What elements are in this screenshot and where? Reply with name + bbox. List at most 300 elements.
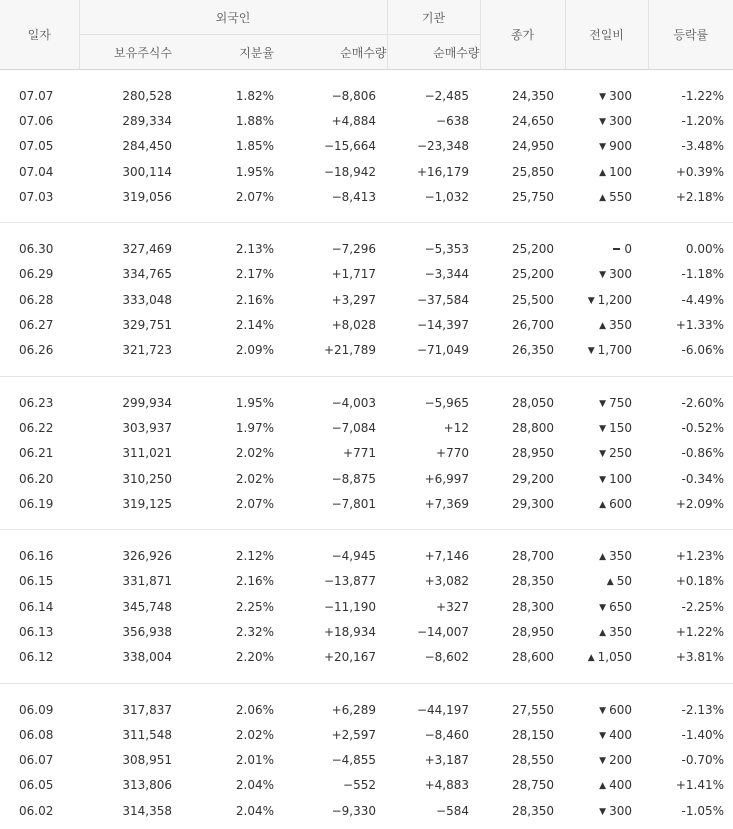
date-cell: 06.09 xyxy=(19,702,54,717)
foreign-net-cell: −552 xyxy=(343,778,376,793)
share-ratio-cell: 2.04% xyxy=(235,803,274,818)
triangle-down-icon: ▼ xyxy=(599,474,607,485)
date-cell: 06.29 xyxy=(19,267,54,282)
header-close: 종가 xyxy=(480,0,565,70)
inst-net-cell: +4,883 xyxy=(424,778,469,793)
change-cell xyxy=(565,697,648,722)
inst-net-cell: −8,602 xyxy=(424,650,469,665)
triangle-down-icon: ▼ xyxy=(599,270,607,281)
table-row xyxy=(0,312,733,337)
change-value: 400 xyxy=(609,727,632,742)
close-price-cell: 25,500 xyxy=(512,292,554,307)
holdings-cell: 311,548 xyxy=(122,727,172,742)
foreign-net-cell: −9,330 xyxy=(331,803,376,818)
rate-cell: -4.49% xyxy=(681,292,724,307)
inst-net-cell: −14,397 xyxy=(416,318,469,333)
close-price-cell: 27,550 xyxy=(512,702,554,717)
change-cell xyxy=(565,338,648,363)
change-cell xyxy=(565,773,648,798)
foreign-net-cell: −4,003 xyxy=(331,395,376,410)
table-row xyxy=(0,697,733,722)
holdings-cell: 329,751 xyxy=(122,318,172,333)
change-value: 350 xyxy=(609,624,632,639)
rate-cell: 0.00% xyxy=(685,242,724,257)
holdings-cell: 303,937 xyxy=(122,420,172,435)
table-row xyxy=(0,619,733,644)
foreign-net-cell: +21,789 xyxy=(323,343,376,358)
change-cell xyxy=(565,134,648,159)
holdings-cell: 319,056 xyxy=(122,189,172,204)
change-value: 150 xyxy=(609,420,632,435)
close-price-cell: 26,700 xyxy=(512,318,554,333)
foreign-net-cell: −11,190 xyxy=(323,599,376,614)
share-ratio-cell: 2.02% xyxy=(235,471,274,486)
group-spacer xyxy=(0,530,733,544)
header-change: 전일비 xyxy=(565,0,648,70)
change-value: 650 xyxy=(609,599,632,614)
inst-net-cell: +3,082 xyxy=(424,574,469,589)
foreign-net-cell: −4,855 xyxy=(331,753,376,768)
triangle-up-icon: ▲ xyxy=(599,192,607,203)
triangle-down-icon: ▼ xyxy=(599,756,607,767)
close-price-cell: 24,650 xyxy=(512,113,554,128)
foreign-net-cell: −15,664 xyxy=(323,139,376,154)
close-price-cell: 28,050 xyxy=(512,395,554,410)
date-cell: 06.19 xyxy=(19,496,54,511)
rate-cell: -0.70% xyxy=(681,753,724,768)
date-cell: 06.22 xyxy=(19,420,54,435)
foreign-net-cell: +2,597 xyxy=(331,727,376,742)
rate-cell: -2.25% xyxy=(681,599,724,614)
change-value: 50 xyxy=(616,574,632,589)
header-inst-net: 순매수량 xyxy=(387,35,480,70)
holdings-cell: 338,004 xyxy=(122,650,172,665)
table-row xyxy=(0,287,733,312)
triangle-up-icon: ▲ xyxy=(606,577,614,588)
inst-net-cell: −14,007 xyxy=(416,624,469,639)
date-cell: 06.07 xyxy=(19,753,54,768)
header-date: 일자 xyxy=(0,0,79,70)
inst-net-cell: −23,348 xyxy=(416,139,469,154)
close-price-cell: 24,350 xyxy=(512,88,554,103)
table-row xyxy=(0,108,733,133)
rate-cell: -1.20% xyxy=(681,113,724,128)
table-row xyxy=(0,491,733,516)
holdings-cell: 280,528 xyxy=(122,88,172,103)
change-value: 400 xyxy=(609,778,632,793)
foreign-net-cell: −8,413 xyxy=(331,189,376,204)
triangle-down-icon: ▼ xyxy=(599,730,607,741)
inst-net-cell: −5,965 xyxy=(424,395,469,410)
holdings-cell: 317,837 xyxy=(122,702,172,717)
change-cell xyxy=(565,236,648,261)
triangle-up-icon: ▲ xyxy=(599,499,607,510)
spacer-cell xyxy=(0,223,733,237)
share-ratio-cell: 2.17% xyxy=(235,267,274,282)
share-ratio-cell: 2.07% xyxy=(235,496,274,511)
foreign-net-cell: +20,167 xyxy=(323,650,376,665)
dash-icon xyxy=(613,248,620,250)
header-institution: 기관 xyxy=(387,0,480,35)
rate-cell: -0.86% xyxy=(681,446,724,461)
inst-net-cell: +327 xyxy=(436,599,469,614)
share-ratio-cell: 2.06% xyxy=(235,702,274,717)
change-cell xyxy=(565,312,648,337)
triangle-up-icon: ▲ xyxy=(587,653,595,664)
inst-net-cell: −2,485 xyxy=(424,88,469,103)
change-cell xyxy=(565,287,648,312)
table-row xyxy=(0,390,733,415)
table-row xyxy=(0,159,733,184)
table-row xyxy=(0,134,733,159)
group-spacer xyxy=(0,223,733,237)
change-value: 200 xyxy=(609,753,632,768)
share-ratio-cell: 2.32% xyxy=(235,624,274,639)
rate-cell: -3.48% xyxy=(681,139,724,154)
date-cell: 06.26 xyxy=(19,343,54,358)
inst-net-cell: +7,146 xyxy=(424,549,469,564)
table-row xyxy=(0,466,733,491)
date-cell: 07.03 xyxy=(19,189,54,204)
spacer-cell xyxy=(0,376,733,390)
header-foreign-net: 순매수량 xyxy=(274,35,387,70)
inst-net-cell: −44,197 xyxy=(416,702,469,717)
spacer-cell xyxy=(0,70,733,84)
table-row xyxy=(0,262,733,287)
change-cell xyxy=(565,108,648,133)
date-cell: 06.05 xyxy=(19,778,54,793)
holdings-cell: 299,934 xyxy=(122,395,172,410)
table-row xyxy=(0,415,733,440)
change-cell xyxy=(565,415,648,440)
foreign-net-cell: −7,084 xyxy=(331,420,376,435)
rate-cell: -1.22% xyxy=(681,88,724,103)
date-cell: 06.27 xyxy=(19,318,54,333)
share-ratio-cell: 2.04% xyxy=(235,778,274,793)
triangle-down-icon: ▼ xyxy=(599,806,607,817)
inst-net-cell: −37,584 xyxy=(416,292,469,307)
rate-cell: +1.33% xyxy=(675,318,724,333)
change-cell xyxy=(565,159,648,184)
triangle-up-icon: ▲ xyxy=(599,167,607,178)
triangle-down-icon: ▼ xyxy=(599,398,607,409)
close-price-cell: 29,200 xyxy=(512,471,554,486)
rate-cell: -6.06% xyxy=(681,343,724,358)
close-price-cell: 29,300 xyxy=(512,496,554,511)
date-cell: 06.30 xyxy=(19,242,54,257)
table-header xyxy=(0,0,733,70)
table-row xyxy=(0,236,733,261)
triangle-up-icon: ▲ xyxy=(599,627,607,638)
table-body xyxy=(0,70,733,824)
foreign-net-cell: −18,942 xyxy=(323,164,376,179)
change-value: 350 xyxy=(609,549,632,564)
foreign-net-cell: −7,801 xyxy=(331,496,376,511)
share-ratio-cell: 1.95% xyxy=(235,395,274,410)
change-cell xyxy=(565,748,648,773)
table-row xyxy=(0,722,733,747)
table-row xyxy=(0,645,733,670)
foreign-net-cell: +18,934 xyxy=(323,624,376,639)
close-price-cell: 28,300 xyxy=(512,599,554,614)
share-ratio-cell: 1.88% xyxy=(235,113,274,128)
triangle-down-icon: ▼ xyxy=(599,423,607,434)
share-ratio-cell: 2.02% xyxy=(235,446,274,461)
holdings-cell: 284,450 xyxy=(122,139,172,154)
group-spacer xyxy=(0,516,733,530)
holdings-cell: 310,250 xyxy=(122,471,172,486)
triangle-down-icon: ▼ xyxy=(599,91,607,102)
close-price-cell: 28,950 xyxy=(512,624,554,639)
date-cell: 06.20 xyxy=(19,471,54,486)
foreign-net-cell: +3,297 xyxy=(331,292,376,307)
inst-net-cell: −71,049 xyxy=(416,343,469,358)
group-spacer xyxy=(0,376,733,390)
holdings-cell: 334,765 xyxy=(122,267,172,282)
rate-cell: +1.23% xyxy=(675,549,724,564)
rate-cell: -2.60% xyxy=(681,395,724,410)
foreign-net-cell: +6,289 xyxy=(331,702,376,717)
rate-cell: -1.40% xyxy=(681,727,724,742)
rate-cell: -2.13% xyxy=(681,702,724,717)
share-ratio-cell: 2.01% xyxy=(235,753,274,768)
change-value: 550 xyxy=(609,189,632,204)
close-price-cell: 28,350 xyxy=(512,574,554,589)
triangle-up-icon: ▲ xyxy=(599,321,607,332)
triangle-down-icon: ▼ xyxy=(599,602,607,613)
holdings-cell: 289,334 xyxy=(122,113,172,128)
inst-net-cell: +6,997 xyxy=(424,471,469,486)
table-row xyxy=(0,773,733,798)
change-cell xyxy=(565,569,648,594)
change-cell xyxy=(565,543,648,568)
foreign-net-cell: −7,296 xyxy=(331,242,376,257)
header-rate: 등락률 xyxy=(648,0,733,70)
close-price-cell: 26,350 xyxy=(512,343,554,358)
share-ratio-cell: 2.14% xyxy=(235,318,274,333)
spacer-cell xyxy=(0,209,733,223)
triangle-down-icon: ▼ xyxy=(599,116,607,127)
change-value: 100 xyxy=(609,164,632,179)
share-ratio-cell: 2.16% xyxy=(235,574,274,589)
date-cell: 06.02 xyxy=(19,803,54,818)
share-ratio-cell: 2.02% xyxy=(235,727,274,742)
holdings-cell: 313,806 xyxy=(122,778,172,793)
close-price-cell: 28,750 xyxy=(512,778,554,793)
table-row xyxy=(0,798,733,823)
table-row xyxy=(0,441,733,466)
change-cell xyxy=(565,619,648,644)
holdings-cell: 333,048 xyxy=(122,292,172,307)
share-ratio-cell: 2.13% xyxy=(235,242,274,257)
table-row xyxy=(0,184,733,209)
close-price-cell: 25,200 xyxy=(512,242,554,257)
change-cell xyxy=(565,466,648,491)
header-foreign: 외국인 xyxy=(79,0,387,35)
share-ratio-cell: 1.97% xyxy=(235,420,274,435)
change-cell xyxy=(565,390,648,415)
group-spacer xyxy=(0,209,733,223)
rate-cell: +0.39% xyxy=(675,164,724,179)
foreign-net-cell: −4,945 xyxy=(331,549,376,564)
share-ratio-cell: 2.16% xyxy=(235,292,274,307)
spacer-cell xyxy=(0,670,733,684)
rate-cell: -1.18% xyxy=(681,267,724,282)
close-price-cell: 28,550 xyxy=(512,753,554,768)
date-cell: 07.06 xyxy=(19,113,54,128)
change-cell xyxy=(565,722,648,747)
date-cell: 06.12 xyxy=(19,650,54,665)
group-spacer xyxy=(0,70,733,84)
close-price-cell: 28,700 xyxy=(512,549,554,564)
holdings-cell: 321,723 xyxy=(122,343,172,358)
change-value: 100 xyxy=(609,471,632,486)
header-holdings: 보유주식수 xyxy=(79,35,172,70)
rate-cell: +1.41% xyxy=(675,778,724,793)
rate-cell: +0.18% xyxy=(675,574,724,589)
spacer-cell xyxy=(0,683,733,697)
table-row xyxy=(0,83,733,108)
change-value: 300 xyxy=(609,803,632,818)
rate-cell: +2.09% xyxy=(675,496,724,511)
change-cell xyxy=(565,83,648,108)
close-price-cell: 25,750 xyxy=(512,189,554,204)
inst-net-cell: −1,032 xyxy=(424,189,469,204)
date-cell: 06.28 xyxy=(19,292,54,307)
change-value: 300 xyxy=(609,267,632,282)
foreign-net-cell: +8,028 xyxy=(331,318,376,333)
change-value: 1,700 xyxy=(597,343,632,358)
close-price-cell: 25,850 xyxy=(512,164,554,179)
change-value: 300 xyxy=(609,88,632,103)
inst-net-cell: −5,353 xyxy=(424,242,469,257)
holdings-cell: 356,938 xyxy=(122,624,172,639)
rate-cell: -0.52% xyxy=(681,420,724,435)
group-spacer xyxy=(0,363,733,377)
group-spacer xyxy=(0,670,733,684)
foreign-net-cell: +4,884 xyxy=(331,113,376,128)
inst-net-cell: +3,187 xyxy=(424,753,469,768)
group-spacer xyxy=(0,683,733,697)
change-cell xyxy=(565,491,648,516)
share-ratio-cell: 2.20% xyxy=(235,650,274,665)
inst-net-cell: −584 xyxy=(436,803,469,818)
change-cell xyxy=(565,645,648,670)
rate-cell: +3.81% xyxy=(675,650,724,665)
share-ratio-cell: 1.95% xyxy=(235,164,274,179)
change-cell xyxy=(565,262,648,287)
holdings-cell: 326,926 xyxy=(122,549,172,564)
table-row xyxy=(0,569,733,594)
change-cell xyxy=(565,798,648,823)
table-row xyxy=(0,594,733,619)
inst-net-cell: −638 xyxy=(436,113,469,128)
rate-cell: +1.22% xyxy=(675,624,724,639)
change-value: 350 xyxy=(609,318,632,333)
foreign-net-cell: +1,717 xyxy=(331,267,376,282)
change-value: 900 xyxy=(609,139,632,154)
share-ratio-cell: 2.12% xyxy=(235,549,274,564)
foreign-net-cell: −8,875 xyxy=(331,471,376,486)
holdings-cell: 331,871 xyxy=(122,574,172,589)
change-value: 1,050 xyxy=(597,650,632,665)
inst-net-cell: +16,179 xyxy=(416,164,469,179)
holdings-cell: 308,951 xyxy=(122,753,172,768)
holdings-cell: 311,021 xyxy=(122,446,172,461)
share-ratio-cell: 1.85% xyxy=(235,139,274,154)
triangle-down-icon: ▼ xyxy=(599,142,607,153)
triangle-down-icon: ▼ xyxy=(599,705,607,716)
change-value: 300 xyxy=(609,113,632,128)
triangle-down-icon: ▼ xyxy=(599,449,607,460)
date-cell: 07.05 xyxy=(19,139,54,154)
close-price-cell: 24,950 xyxy=(512,139,554,154)
foreign-net-cell: +771 xyxy=(343,446,376,461)
share-ratio-cell: 2.07% xyxy=(235,189,274,204)
close-price-cell: 28,350 xyxy=(512,803,554,818)
inst-net-cell: +7,369 xyxy=(424,496,469,511)
change-value: 1,200 xyxy=(597,292,632,307)
date-cell: 06.14 xyxy=(19,599,54,614)
spacer-cell xyxy=(0,530,733,544)
holdings-cell: 327,469 xyxy=(122,242,172,257)
share-ratio-cell: 2.25% xyxy=(235,599,274,614)
close-price-cell: 28,600 xyxy=(512,650,554,665)
share-ratio-cell: 1.82% xyxy=(235,88,274,103)
close-price-cell: 28,800 xyxy=(512,420,554,435)
triangle-up-icon: ▲ xyxy=(599,552,607,563)
change-cell xyxy=(565,184,648,209)
date-cell: 06.15 xyxy=(19,574,54,589)
change-value: 0 xyxy=(624,242,632,257)
date-cell: 06.16 xyxy=(19,549,54,564)
change-value: 600 xyxy=(609,702,632,717)
inst-net-cell: +770 xyxy=(436,446,469,461)
table-row xyxy=(0,543,733,568)
change-cell xyxy=(565,594,648,619)
close-price-cell: 28,950 xyxy=(512,446,554,461)
date-cell: 07.07 xyxy=(19,88,54,103)
rate-cell: -1.05% xyxy=(681,803,724,818)
spacer-cell xyxy=(0,363,733,377)
rate-cell: +2.18% xyxy=(675,189,724,204)
close-price-cell: 25,200 xyxy=(512,267,554,282)
date-cell: 06.23 xyxy=(19,395,54,410)
date-cell: 06.13 xyxy=(19,624,54,639)
change-value: 750 xyxy=(609,395,632,410)
triangle-down-icon: ▼ xyxy=(587,346,595,357)
spacer-cell xyxy=(0,516,733,530)
holdings-cell: 300,114 xyxy=(122,164,172,179)
date-cell: 06.21 xyxy=(19,446,54,461)
foreign-net-cell: −8,806 xyxy=(331,88,376,103)
foreign-net-cell: −13,877 xyxy=(323,574,376,589)
holdings-cell: 314,358 xyxy=(122,803,172,818)
change-cell xyxy=(565,441,648,466)
change-value: 600 xyxy=(609,496,632,511)
table-row xyxy=(0,748,733,773)
triangle-up-icon: ▲ xyxy=(599,781,607,792)
inst-net-cell: −3,344 xyxy=(424,267,469,282)
share-ratio-cell: 2.09% xyxy=(235,343,274,358)
holdings-cell: 319,125 xyxy=(122,496,172,511)
table-row xyxy=(0,338,733,363)
holdings-cell: 345,748 xyxy=(122,599,172,614)
rate-cell: -0.34% xyxy=(681,471,724,486)
date-cell: 07.04 xyxy=(19,164,54,179)
triangle-down-icon: ▼ xyxy=(587,295,595,306)
date-cell: 06.08 xyxy=(19,727,54,742)
